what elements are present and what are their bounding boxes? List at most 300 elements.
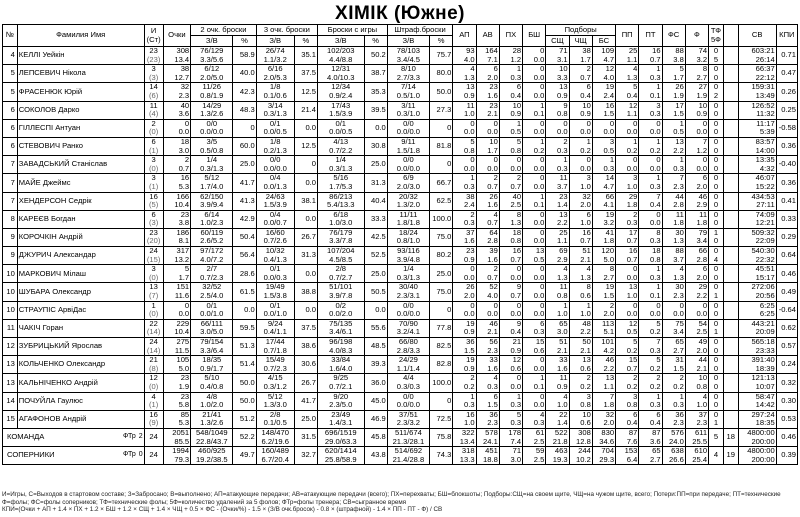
stat-av <box>476 47 499 65</box>
stat-ap-total: 4 <box>470 64 475 74</box>
stat-bs-avg: 2.7 <box>603 272 615 282</box>
stat-pt-total: 0 <box>656 301 661 310</box>
stat-ap <box>453 301 476 319</box>
minutes-total: 391:40 <box>751 355 775 365</box>
stat-f-total: 0 <box>702 301 708 310</box>
points-avg: 3.8 <box>178 218 190 228</box>
stat-av <box>476 301 499 319</box>
empty-cell <box>723 356 738 374</box>
stat-pt-avg: 0.0 <box>649 309 661 319</box>
player-number: 15 <box>3 410 18 428</box>
stat-pp-avg: 0.0 <box>626 309 638 319</box>
stat-chsch-total: 50 <box>582 337 591 346</box>
stat-px-avg: 1.2 <box>510 54 522 64</box>
two-pt-pct: 42.3 <box>233 83 256 101</box>
field-goals-avg: 0.0/2.0 <box>329 309 353 319</box>
table-row <box>3 265 798 283</box>
stat-chsch-avg: 2.1 <box>580 345 591 355</box>
stat-pp <box>616 410 639 428</box>
tech-fouls: 0 <box>713 119 719 128</box>
three-pt <box>256 301 294 319</box>
two-pt-avg: 3.9/9.4 <box>200 200 224 210</box>
points-total: 105 <box>176 355 190 365</box>
stat-fs-total: 638 <box>671 446 684 456</box>
three-pt-total: 1/8 <box>269 82 281 92</box>
stat-f-avg: 3.4 <box>696 236 708 246</box>
points-total: 151 <box>176 282 190 292</box>
col-px: ПХ <box>499 25 522 47</box>
foul-outs: 0 <box>713 272 719 282</box>
field-goals-total: 6/18 <box>333 210 349 219</box>
games-cell <box>144 374 163 392</box>
ft-pct: 75.8 <box>430 428 453 446</box>
stat-px-avg: 0.6 <box>510 363 522 373</box>
games: 24 <box>149 337 158 346</box>
player-name: СТЕВОВИЧ Ранко <box>17 137 144 155</box>
ft-pct: 100.0 <box>430 374 453 392</box>
stat-av-avg: 1.6 <box>487 200 498 210</box>
stat-av-avg: 0.7 <box>487 181 498 191</box>
stat-px-avg: 0.3 <box>510 418 522 428</box>
stat-pp-total: 5 <box>633 337 638 346</box>
stat-chsch-total: 1 <box>586 301 591 310</box>
stat-chsch <box>569 210 592 228</box>
minutes <box>738 174 776 192</box>
minutes <box>738 137 776 155</box>
minutes-avg: 18:35 <box>755 418 775 428</box>
field-goals <box>318 192 365 210</box>
stat-pp-total: 25 <box>628 46 638 55</box>
two-pt-avg: 0.4/0.8 <box>200 381 224 391</box>
minutes-avg: 11:32 <box>756 109 775 119</box>
stat-px-total: 18 <box>512 228 522 237</box>
stat-pt-total: 0 <box>656 155 661 165</box>
two-pt <box>191 137 233 155</box>
stat-ap-total: 93 <box>466 46 475 55</box>
points-avg: 0.0 <box>178 127 190 137</box>
three-pt-pct: 30.6 <box>294 356 317 374</box>
stat-av-total: 39 <box>489 246 498 256</box>
kpi: 0.64 <box>776 247 797 265</box>
points <box>163 101 190 119</box>
games: 3 <box>151 264 156 274</box>
games: 22 <box>149 319 158 328</box>
stat-bs-avg: 2.0 <box>603 309 615 319</box>
stat-chsch-avg: 2.1 <box>580 254 591 264</box>
stat-px-total: 178 <box>508 428 522 437</box>
three-pt-avg: 0.3/1.3 <box>263 109 287 119</box>
stat-pp-total: 12 <box>628 319 638 328</box>
two-pt <box>191 447 233 465</box>
stat-ssch-avg: 1.3 <box>556 272 568 282</box>
free-throws-total: 8/10 <box>401 64 416 74</box>
three-pt-avg: 6.2/19.6 <box>261 436 289 446</box>
header-row-1 <box>3 25 798 36</box>
stat-pt-total: 8 <box>656 228 661 237</box>
stat-px-avg: 0.9 <box>510 109 522 119</box>
stat-ssch-total: 51 <box>559 337 568 346</box>
stat-bs-total: 1 <box>609 155 615 165</box>
stat-pt-avg: 0.0 <box>649 218 661 228</box>
stat-ssch <box>546 192 569 210</box>
games-cell <box>144 174 163 192</box>
stat-pp-total: 1 <box>633 137 638 146</box>
stat-av-avg: 0.7 <box>487 218 498 228</box>
free-throws <box>387 428 429 446</box>
two-pt-avg: 1.3/2.6 <box>200 418 224 428</box>
stat-av-avg: 2.3 <box>487 345 498 355</box>
stat-pt-total: 6 <box>656 410 661 419</box>
three-pt-pct: 41.7 <box>294 392 317 410</box>
two-pt-avg: 2.0/5.0 <box>200 72 224 82</box>
stat-pp-avg: 0.2 <box>626 345 638 355</box>
stat-ssch <box>546 101 569 119</box>
three-pt-avg: 0.3/1.2 <box>263 381 287 391</box>
minutes-total: 66:37 <box>755 64 775 74</box>
stat-pt-total: 1 <box>656 282 661 292</box>
free-throws-avg: 0.3/1.3 <box>396 272 421 282</box>
stat-av <box>476 101 499 119</box>
three-pt-avg: 0.1/0.5 <box>263 418 287 428</box>
three-pt <box>256 247 294 265</box>
starts: (0) <box>149 272 159 282</box>
field-goals-total: 5/16 <box>333 173 349 183</box>
stat-bs <box>592 247 615 265</box>
stat-f-avg: 1.8 <box>696 218 708 228</box>
stat-f-total: 10 <box>698 373 708 383</box>
stat-chsch <box>569 356 592 374</box>
stat-px-total: 2 <box>516 173 522 183</box>
stat-fs-total: 44 <box>675 192 684 201</box>
games: 23 <box>149 46 158 55</box>
stat-pp-total: 3 <box>633 173 638 183</box>
stat-av-avg: 1.6 <box>487 363 498 373</box>
points-total: 32 <box>180 82 190 92</box>
totals-row <box>3 428 798 446</box>
field-goals <box>318 392 365 410</box>
stat-pp <box>616 210 639 228</box>
free-throws-avg: 3.4/4.5 <box>396 54 421 64</box>
free-throws-total: 7/14 <box>401 82 416 92</box>
tech-fouls: 0 <box>713 101 719 110</box>
stat-px <box>499 338 522 356</box>
points <box>163 228 190 246</box>
stat-bsh-avg: 2.5 <box>533 436 545 446</box>
stat-fs <box>662 428 685 446</box>
stat-bs-total: 19 <box>605 210 615 219</box>
two-pt-avg: 0.3/1.3 <box>200 163 224 173</box>
games-cell <box>144 210 163 228</box>
points <box>163 47 190 65</box>
stat-av-avg: 0.0 <box>487 127 498 137</box>
table-row <box>3 228 798 246</box>
field-goals <box>318 174 365 192</box>
points-total: 40 <box>180 101 190 110</box>
sub-chsch: ЧЩ <box>569 36 592 47</box>
stat-fs <box>662 319 685 337</box>
stat-bsh-total: 1 <box>540 101 545 110</box>
stat-fs <box>662 265 685 283</box>
col-games: И (Ст) <box>144 25 163 47</box>
stat-pp-total: 2 <box>633 210 638 219</box>
stat-chsch-total: 2 <box>586 64 591 74</box>
player-number: 6 <box>3 119 18 137</box>
minutes-avg: 200:00 <box>751 436 775 446</box>
three-pt-total: 0/4 <box>269 173 281 183</box>
tech-fouls: 0 <box>713 319 719 328</box>
stat-bs-total: 19 <box>605 282 615 292</box>
foul-outs: 2 <box>713 90 719 100</box>
kpi: 0.33 <box>776 210 797 228</box>
points-total: 85 <box>180 410 190 419</box>
coach-fouls <box>123 451 143 460</box>
table-row <box>3 101 798 119</box>
points-total: 275 <box>176 337 190 346</box>
three-pt <box>256 356 294 374</box>
stat-fs-avg: 1.9 <box>673 90 684 100</box>
stat-fs-avg: 0.3 <box>673 400 684 410</box>
stat-fs <box>662 119 685 137</box>
empty-cell <box>723 83 738 101</box>
stat-ssch-avg: 2.2 <box>556 218 568 228</box>
stat-bs <box>592 65 615 83</box>
stat-pp-total: 0 <box>633 301 638 310</box>
stat-bsh <box>523 210 546 228</box>
fg-pct: 55.6 <box>364 319 387 337</box>
stat-bsh <box>523 338 546 356</box>
field-goals-total: 12/31 <box>331 64 351 74</box>
games-cell <box>144 410 163 428</box>
stat-ap <box>453 338 476 356</box>
stat-pp-total: 29 <box>628 192 638 201</box>
points <box>163 174 190 192</box>
tf-bf-cell <box>709 265 724 283</box>
stat-fs-total: 17 <box>675 101 684 110</box>
three-pt-avg: 0.4/1.3 <box>263 254 287 264</box>
stat-chsch-total: 2 <box>586 373 591 383</box>
tech-fouls: 0 <box>713 246 719 256</box>
games-cell <box>144 247 163 265</box>
stat-pt <box>639 65 662 83</box>
stat-px-total: 8 <box>516 210 522 219</box>
stat-f-avg: 1.0 <box>696 400 708 410</box>
starts: (0) <box>149 309 159 319</box>
stat-av-total: 23 <box>489 101 498 110</box>
two-pt <box>191 101 233 119</box>
stat-fs-total: 36 <box>675 410 684 419</box>
stat-ap-avg: 0.3 <box>463 218 475 228</box>
note-line: И=Игры, С=Выходов в стартовом составе; З=Забросано; В=выполнено; АП=атакующие передачи; АВ=атакующие передачи (всего); ПХ=перехваты; БШ=блокшоты; Подборы:СЩ=на своем щите, ЧЩ=на чужом щите, всего; Потери:ПП=при передаче; ПТ=технические <box>2 491 781 498</box>
free-throws <box>387 247 429 265</box>
free-throws <box>387 210 429 228</box>
stat-pp <box>616 119 639 137</box>
three-pt-pct: 26.7 <box>294 374 317 392</box>
stat-chsch <box>569 137 592 155</box>
table-row <box>3 174 798 192</box>
field-goals <box>318 101 365 119</box>
ft-pct: 82.5 <box>430 338 453 356</box>
three-pt-total: 6/16 <box>267 64 283 74</box>
stat-ap <box>453 47 476 65</box>
stat-ssch-total: 463 <box>554 446 568 456</box>
two-pt-pct: 58.9 <box>233 47 256 65</box>
stat-av-avg: 1.6 <box>487 90 498 100</box>
fg-pct: 0.0 <box>364 119 387 137</box>
tf-bf-cell <box>709 101 724 119</box>
stat-bs <box>592 192 615 210</box>
stat-pt-avg: 0.1 <box>649 291 661 301</box>
stat-bsh-avg: 0.1 <box>533 381 545 391</box>
stat-fs <box>662 156 685 174</box>
stat-av-avg: 2.3 <box>487 418 498 428</box>
stat-chsch-avg: 0.0 <box>580 163 591 173</box>
stat-bsh-total: 0 <box>540 301 545 310</box>
stat-av-total: 0 <box>493 155 498 165</box>
stat-ssch <box>546 228 569 246</box>
stat-chsch-total: 6 <box>586 82 591 92</box>
stat-av-avg: 0.3 <box>487 381 498 391</box>
ft-pct: 80.0 <box>430 65 453 83</box>
minutes <box>738 428 776 446</box>
sub-bs: БС <box>592 36 615 47</box>
stat-av-total: 10 <box>489 137 498 146</box>
three-pt-pct: 38.6 <box>294 338 317 356</box>
free-throws-total: 70/90 <box>398 319 418 328</box>
tf-bf-cell <box>709 137 724 155</box>
stat-px-total: 6 <box>516 82 522 92</box>
stat-pt <box>639 101 662 119</box>
starts: (1) <box>149 145 159 155</box>
player-name: ДЖУРИЧ Александар <box>17 247 144 265</box>
stat-av <box>476 137 499 155</box>
free-throws-avg: 3.9/4.8 <box>396 254 421 264</box>
games: 3 <box>151 173 156 183</box>
starts: (9) <box>149 418 159 428</box>
stat-ssch-total: 4 <box>563 264 568 274</box>
stat-pp-avg: 1.0 <box>626 291 638 301</box>
foul-outs: 0 <box>713 181 719 191</box>
fg-pct: 39.5 <box>364 101 387 119</box>
two-pt-total: 2/7 <box>206 264 218 274</box>
stat-pp-avg: 1.1 <box>626 54 638 64</box>
stat-chsch-total: 32 <box>582 192 591 201</box>
stat-chsch-total: 1 <box>586 137 591 146</box>
empty-cell <box>723 192 738 210</box>
three-pt-avg: 0.0/0.5 <box>263 127 287 137</box>
two-pt-pct: 49.7 <box>233 447 256 465</box>
stat-ap-total: 1 <box>470 392 475 401</box>
stat-pt-avg: 0.3 <box>649 236 661 246</box>
player-name: МАРКОВИЧ Мілаш <box>17 265 144 283</box>
games: 12 <box>149 373 158 383</box>
stat-ssch-avg: 19.3 <box>552 454 568 464</box>
stat-px-total: 0 <box>516 155 522 165</box>
minutes-total: 272:06 <box>751 282 775 292</box>
three-pt-total: 4/15 <box>267 373 283 383</box>
stat-pt-total: 1 <box>656 392 661 401</box>
points-total: 1994 <box>172 446 190 456</box>
kpi: 0.25 <box>776 101 797 119</box>
stat-px <box>499 410 522 428</box>
table-row <box>3 65 798 83</box>
field-goals <box>318 65 365 83</box>
sub-pct: % <box>233 36 256 47</box>
ft-pct: 72.5 <box>430 410 453 428</box>
stat-pp <box>616 228 639 246</box>
stat-pt <box>639 338 662 356</box>
stat-av-avg: 2.1 <box>487 109 498 119</box>
stat-pt-total: 1 <box>656 137 661 146</box>
stat-pp-avg: 1.1 <box>626 109 638 119</box>
field-goals <box>318 374 365 392</box>
foul-outs: 19 <box>723 447 738 465</box>
stat-bs-total: 8 <box>609 264 615 274</box>
stat-ssch-avg: 0.8 <box>556 291 568 301</box>
stat-ssch-avg: 0.0 <box>556 127 568 137</box>
stat-fs-avg: 2.2 <box>673 145 684 155</box>
stat-ap-avg: 0.0 <box>463 309 475 319</box>
stat-pp <box>616 47 639 65</box>
stat-ap-avg: 0.9 <box>463 363 475 373</box>
table-row <box>3 119 798 137</box>
free-throws-avg: 2.7/3.3 <box>396 72 421 82</box>
three-pt-pct: 21.4 <box>294 101 317 119</box>
free-throws-total: 93/116 <box>397 246 420 256</box>
kpi: -0.58 <box>776 119 797 137</box>
tf-bf-cell <box>709 374 724 392</box>
three-pt-avg: 0.2/1.3 <box>263 145 287 155</box>
stat-fs-avg: 0.5 <box>673 127 684 137</box>
field-goals-total: 0/2 <box>335 301 347 310</box>
stat-pp-avg: 0.8 <box>626 400 638 410</box>
foul-outs: 0 <box>713 218 719 228</box>
ft-pct: 75.0 <box>430 283 453 301</box>
stat-px-total: 28 <box>512 46 522 55</box>
fg-pct: 25.0 <box>364 265 387 283</box>
three-pt-pct: 0.0 <box>294 210 317 228</box>
stat-f-avg: 0.0 <box>696 163 708 173</box>
player-name: ШУБАРА Олександр <box>17 283 144 301</box>
stat-fs-avg: 3.8 <box>673 54 684 64</box>
legend-notes <box>2 491 798 514</box>
field-goals-total: 23/49 <box>331 410 351 419</box>
stat-f <box>685 338 708 356</box>
starts: (20) <box>146 236 161 246</box>
points-avg: 0.0 <box>178 309 190 319</box>
stat-px <box>499 156 522 174</box>
stat-bsh-total: 0 <box>540 119 545 128</box>
two-pt-avg: 3.0/5.0 <box>200 327 224 337</box>
field-goals-avg: 4.0/8.3 <box>329 345 353 355</box>
three-pt-total: 5/12 <box>267 392 283 401</box>
stat-pt <box>639 119 662 137</box>
stat-chsch-avg: 10.2 <box>576 454 591 464</box>
two-pt-avg: 1.0/2.3 <box>200 218 224 228</box>
stat-av <box>476 338 499 356</box>
stat-ap-avg: 1.6 <box>463 236 475 246</box>
stat-pp <box>616 265 639 283</box>
stat-ssch-avg: 2.1 <box>556 345 568 355</box>
stat-chsch-avg: 1.0 <box>580 181 591 191</box>
stat-f-avg: 1.9 <box>696 90 708 100</box>
minutes-total: 121:13 <box>751 373 775 383</box>
three-pt-pct: 37.5 <box>294 319 317 337</box>
three-pt-total: 19/49 <box>265 282 285 292</box>
two-pt-pct: 56.4 <box>233 247 256 265</box>
stat-bsh-avg: 0.1 <box>533 200 545 210</box>
minutes <box>738 283 776 301</box>
stat-pp-total: 2 <box>633 373 638 383</box>
